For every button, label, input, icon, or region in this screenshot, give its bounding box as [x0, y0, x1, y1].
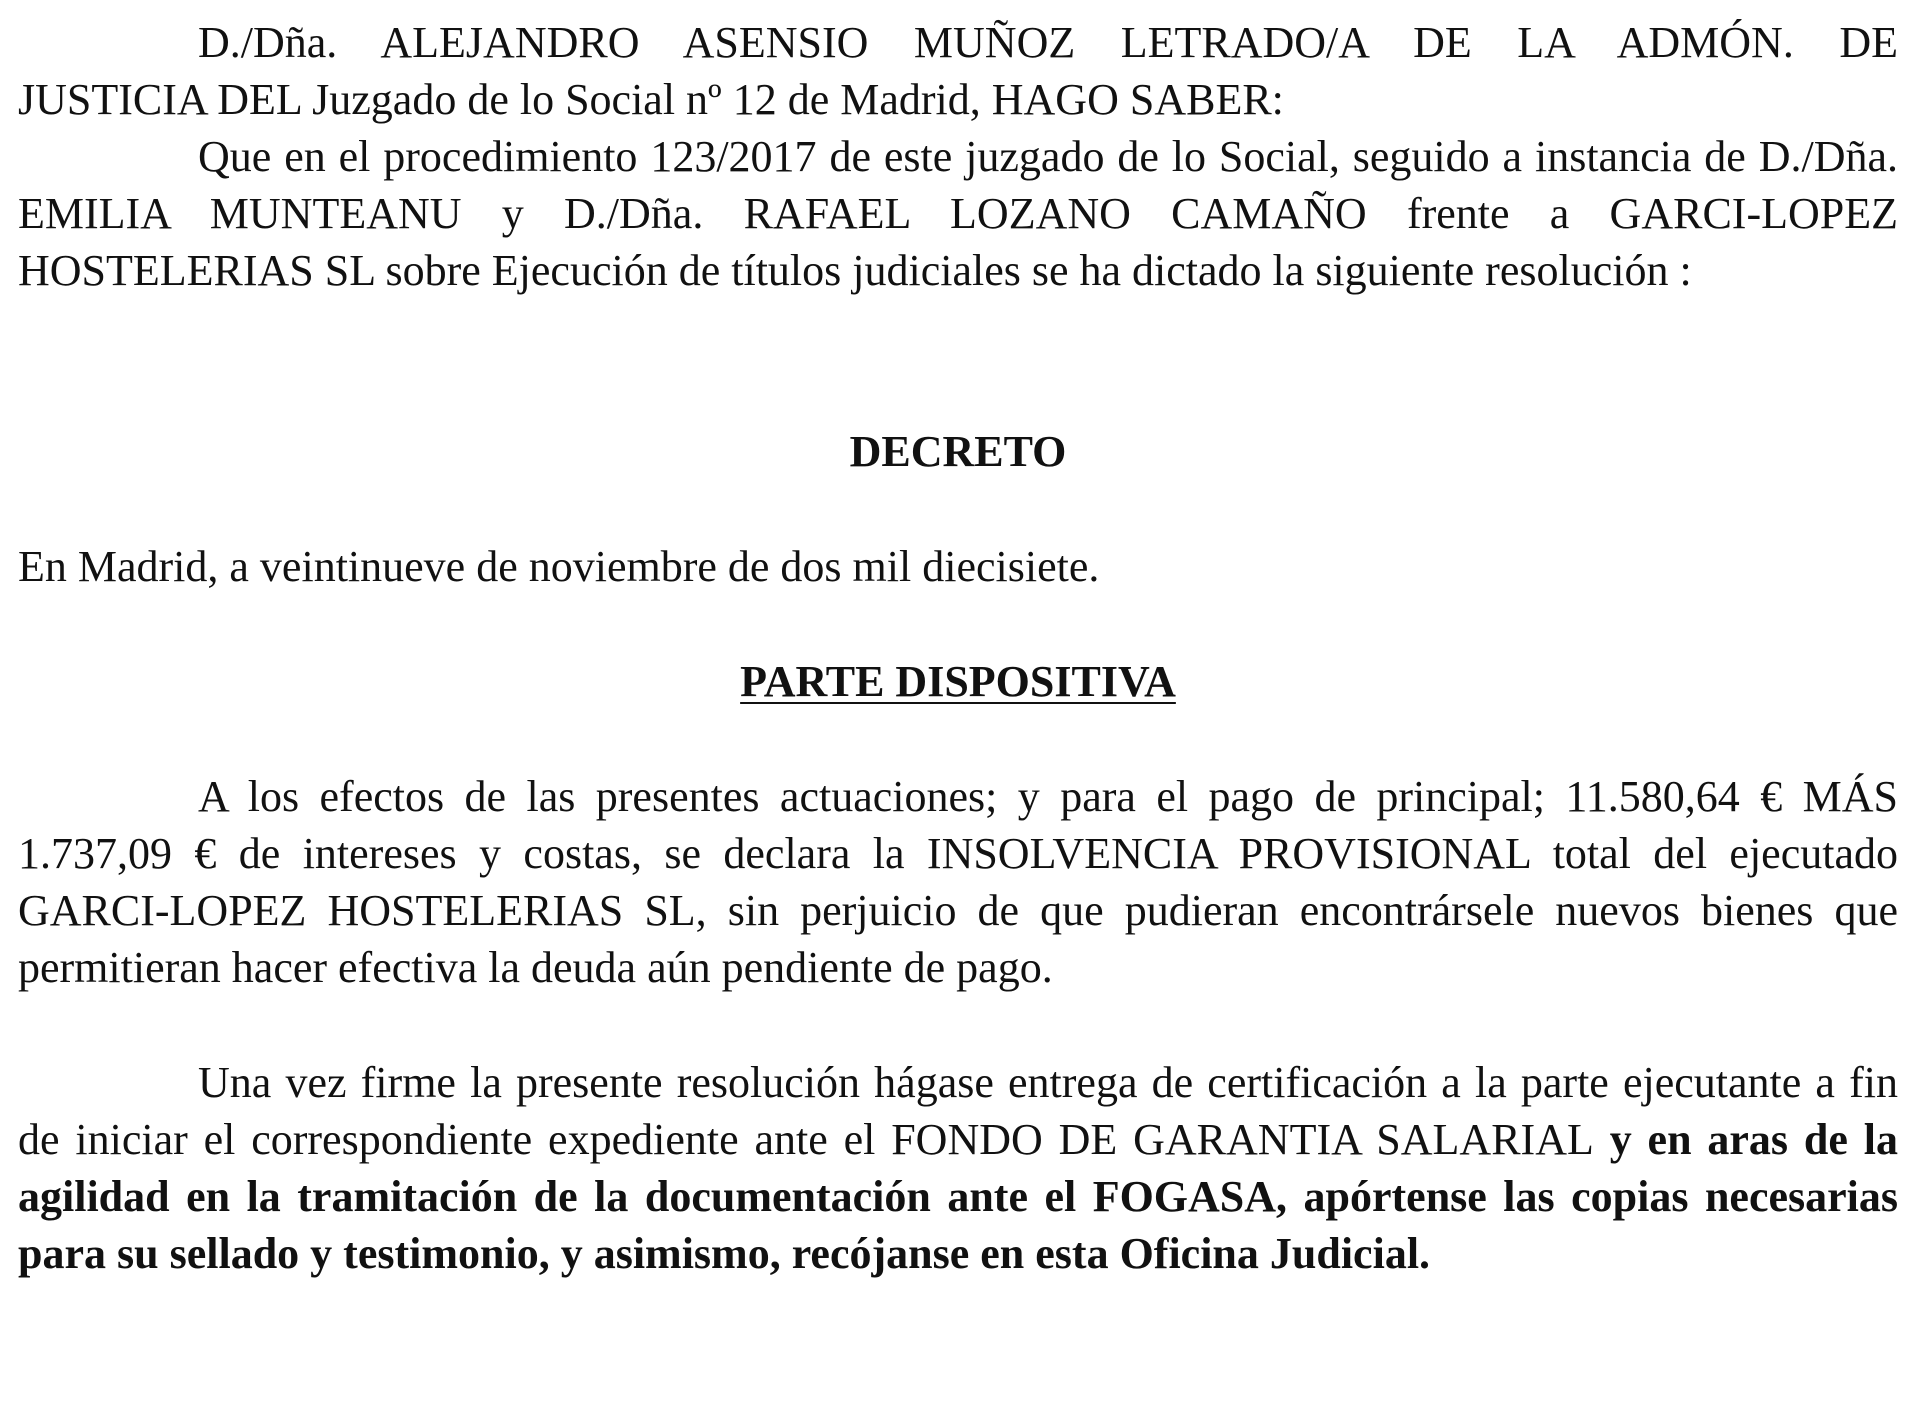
spacer [18, 299, 1898, 423]
document-page [18, 14, 1898, 1282]
parte-dispositiva-paragraph-1: A los efectos de las presentes actuaciones; y para el pago de principal; 11.580,64 € MÁS 1.737,09 € de intereses y costas, se declara la INSOLVENCIA PROVISIONAL total del ejecutado GARCI-LOPEZ HOSTELERIAS SL, sin perjuicio de que pudieran encontrársele nuevos bienes que permitieran hacer efectiva la deuda aún pendiente de pago. [18, 772, 1898, 992]
intro-line-2: JUSTICIA DEL Juzgado de lo Social nº 12 de Madrid, HAGO SABER: [18, 75, 1284, 124]
spacer [18, 595, 1898, 653]
spacer [18, 996, 1898, 1054]
intro-line-1: D./Dña. ALEJANDRO ASENSIO MUÑOZ LETRADO/A DE LA ADMÓN. DE [198, 18, 1898, 67]
decreto-title: DECRETO [849, 427, 1067, 476]
parte-dispositiva-title-text: PARTE DISPOSITIVA [740, 657, 1176, 706]
parte-dispositiva-title [18, 653, 1898, 710]
paragraph-2-bold-text: y en aras de la agilidad en la tramitación de la documentación ante el FOGASA, apórtense las copias necesarias para su sellado y testimonio, y asimismo, recójanse en esta Oficina Judicial. [18, 1115, 1898, 1278]
parte-dispositiva-paragraph-2 [18, 1054, 1898, 1282]
spacer [18, 710, 1898, 768]
decreto-date-line: En Madrid, a veintinueve de noviembre de dos mil diecisiete. [18, 542, 1100, 591]
spacer [18, 480, 1898, 538]
intro-paragraph: Que en el procedimiento 123/2017 de este juzgado de lo Social, seguido a instancia de D./Dña. EMILIA MUNTEANU y D./Dña. RAFAEL LOZANO CAMAÑO frente a GARCI-LOPEZ HOSTELERIAS SL sobre Ejecución de títulos judiciales se ha dictado la siguiente resolución : [18, 132, 1898, 295]
paragraph-2-normal-text: Una vez firme la presente resolución hágase entrega de certificación a la parte ejecutante a fin de iniciar el correspondiente expediente ante el FONDO DE GARANTIA SALARIAL [18, 1058, 1898, 1164]
